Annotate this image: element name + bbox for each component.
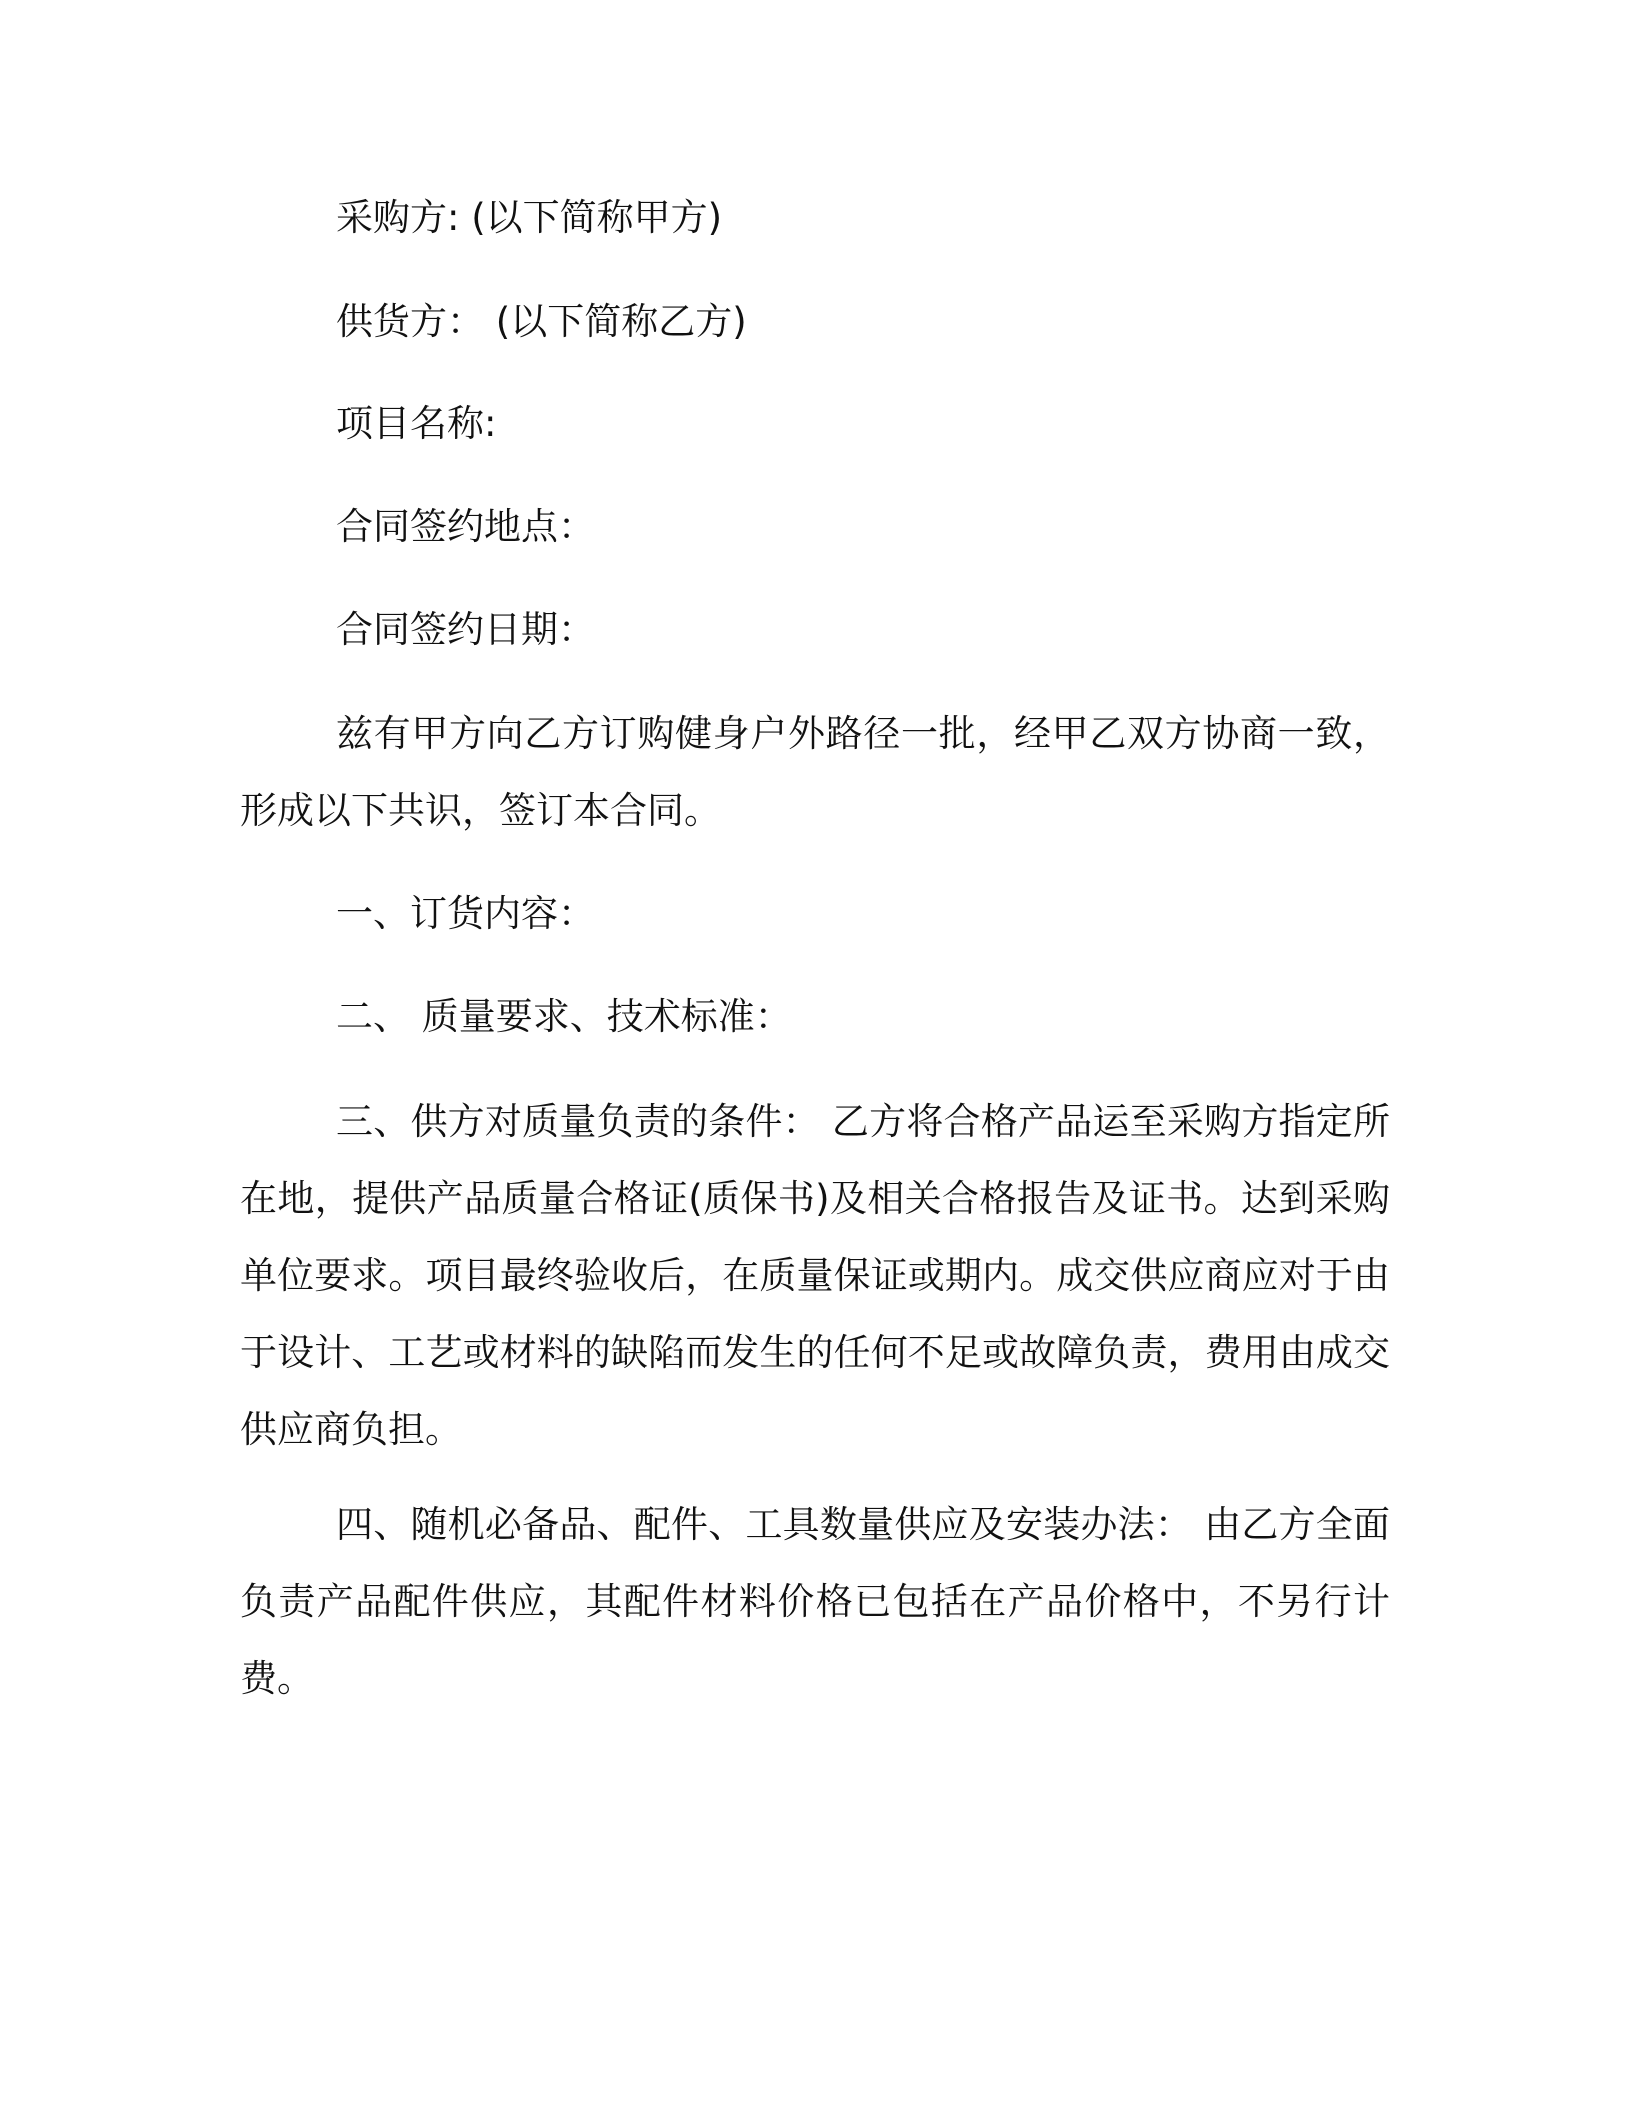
- section-1-heading: 一、订货内容：: [336, 892, 595, 935]
- section-4-paragraph: 四、随机必备品、配件、工具数量供应及安装办法： 由乙方全面负责产品配件供应，其配件材料价格已包括在产品价格中，不另行计费。: [240, 1503, 1390, 1700]
- section-2-heading: 二、 质量要求、技术标准：: [336, 995, 792, 1038]
- signing-place-field: 合同签约地点：: [336, 505, 595, 548]
- project-name-field: 项目名称:: [336, 402, 497, 445]
- supplier-field: 供货方： (以下简称乙方): [336, 300, 747, 343]
- section-3-paragraph: 三、供方对质量负责的条件： 乙方将合格产品运至采购方指定所在地，提供产品质量合格证(质保书)及相关合格报告及证书。达到采购单位要求。项目最终验收后，在质量保证或期内。成交供应商应对于由于设计、工艺或材料的缺陷而发生的任何不足或故障负责，费用由成交供应商负担。: [240, 1100, 1390, 1451]
- intro-paragraph: 兹有甲方向乙方订购健身户外路径一批，经甲乙双方协商一致，形成以下共识，签订本合同。: [240, 712, 1390, 832]
- signing-date-field: 合同签约日期：: [336, 608, 595, 651]
- buyer-field: 采购方: (以下简称甲方): [336, 196, 723, 239]
